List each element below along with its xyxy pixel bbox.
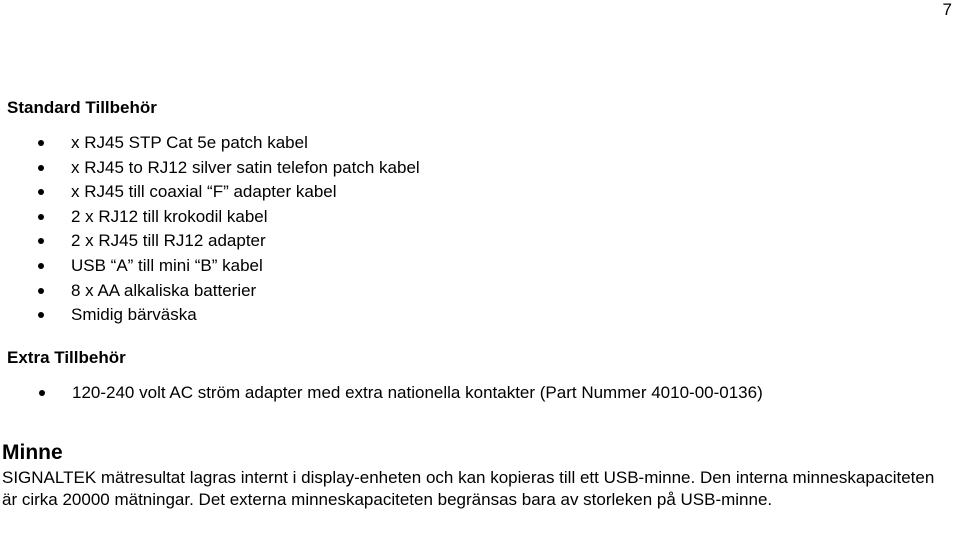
list-item-text: 2 x RJ45 till RJ12 adapter <box>71 231 266 251</box>
list-item <box>71 205 420 230</box>
list-item <box>71 254 420 279</box>
list-item <box>71 303 420 328</box>
list-item-text: x RJ45 till coaxial “F” adapter kabel <box>71 182 337 202</box>
standard-accessories-list <box>71 131 420 328</box>
bullet-icon <box>38 263 44 269</box>
list-item-text: x RJ45 STP Cat 5e patch kabel <box>71 133 308 152</box>
memory-heading: Minne <box>2 441 63 464</box>
list-item-text: 120-240 volt AC ström adapter med extra nationella kontakter (Part Nummer 4010-00-0136) <box>72 383 763 402</box>
list-item <box>71 229 420 254</box>
list-item-text: USB “A” till mini “B” kabel <box>71 255 263 275</box>
page-number: 7 <box>942 0 952 19</box>
list-item <box>71 156 420 181</box>
list-item <box>71 279 420 304</box>
list-item-text: 8 x AA alkaliska batterier <box>71 280 257 300</box>
bullet-icon <box>38 140 44 146</box>
bullet-icon <box>38 214 44 220</box>
bullet-icon <box>38 238 44 244</box>
extra-accessories-list <box>72 381 763 406</box>
list-item <box>71 131 420 156</box>
extra-accessories-heading: Extra Tillbehör <box>7 348 126 367</box>
list-item-text: x RJ45 to RJ12 silver satin telefon patch kabel <box>71 157 420 177</box>
bullet-icon <box>38 189 44 195</box>
list-item-text: Smidig bärväska <box>71 305 197 325</box>
bullet-icon <box>38 288 44 294</box>
list-item <box>71 180 420 205</box>
bullet-icon <box>38 165 44 171</box>
list-item-text: 2 x RJ12 till krokodil kabel <box>71 206 268 226</box>
bullet-icon <box>38 312 44 318</box>
bullet-icon <box>39 390 45 396</box>
standard-accessories-heading: Standard Tillbehör <box>7 98 157 117</box>
memory-paragraph: SIGNALTEK mätresultat lagras internt i display-enheten och kan kopieras till ett USB-minne. Den interna minneskapaciteten är cirka 20000 mätningar. Det externa minneskapaciteten begränsas bara av storleken på USB-minne. <box>2 468 935 509</box>
list-item <box>72 381 763 406</box>
